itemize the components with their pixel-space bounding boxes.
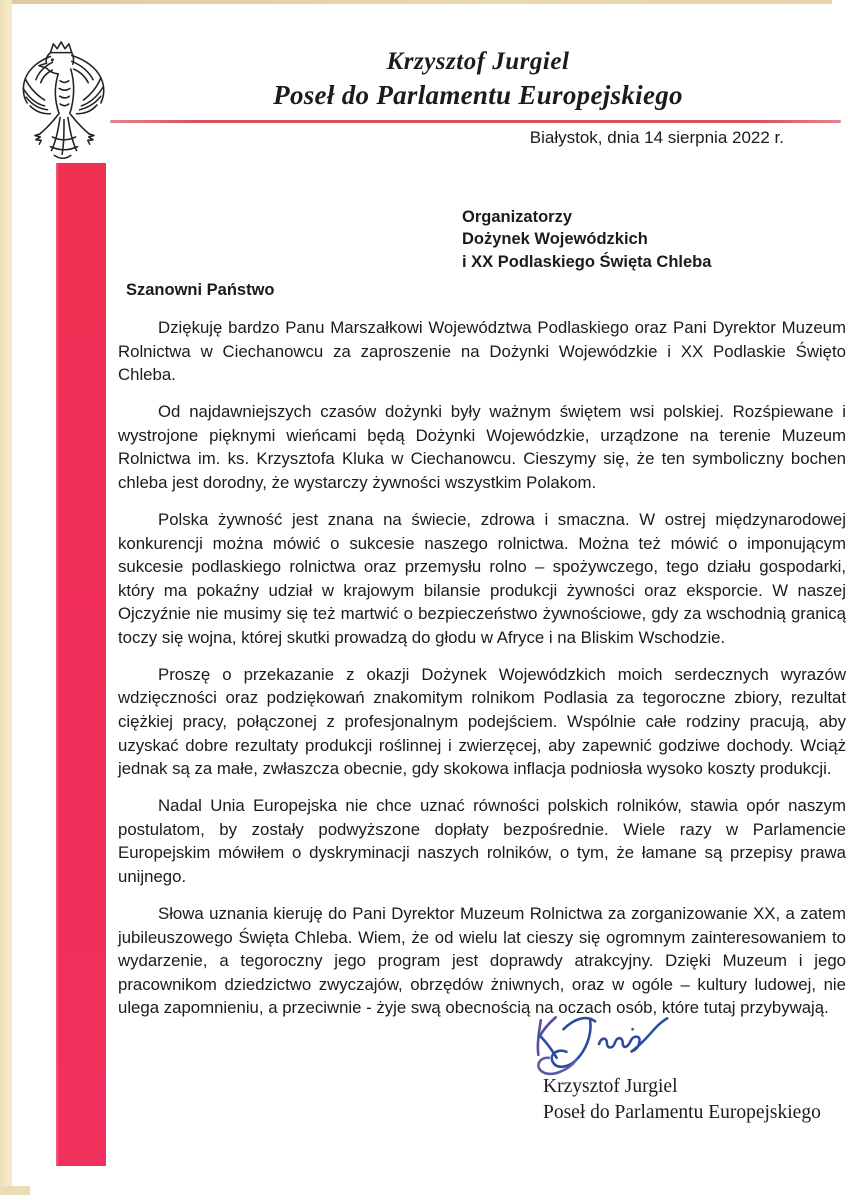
signer-title: Poseł do Parlamentu Europejskiego bbox=[543, 1101, 821, 1123]
dateline: Białystok, dnia 14 sierpnia 2022 r. bbox=[529, 128, 784, 147]
recipient-block bbox=[462, 206, 711, 273]
letterhead-title: Poseł do Parlamentu Europejskiego bbox=[273, 80, 683, 110]
letterhead-rule bbox=[110, 120, 841, 123]
scan-edge-bottom bbox=[0, 1186, 30, 1195]
letter-body bbox=[118, 316, 846, 1033]
letterhead bbox=[110, 46, 846, 112]
paragraph: Nadal Unia Europejska nie chce uznać równości polskich rolników, stawia opór naszym postulatom, by zostały podwyższone dopłaty bezpośrednie. Wiele razy w Parlamencie Europejskim mówiłem o dyskryminacji naszych rolników, o tym, że łamane są przepisy prawa unijnego. bbox=[118, 796, 846, 887]
recipient-line: i XX Podlaskiego Święta Chleba bbox=[462, 252, 712, 271]
recipient-line: Dożynek Wojewódzkich bbox=[462, 230, 648, 249]
scan-edge-left bbox=[0, 0, 12, 1192]
salutation: Szanowni Państwo bbox=[126, 281, 275, 299]
paragraph: Dziękuję bardzo Panu Marszałkowi Województwa Podlaskiego oraz Pani Dyrektor Muzeum Rolnictwa w Ciechanowcu za zaproszenie na Dożynki Wojewódzkie i XX Podlaskie Święto Chleba. bbox=[118, 318, 846, 385]
paragraph: Proszę o przekazanie z okazji Dożynek Wojewódzkich moich serdecznych wyrazów wdzięczności oraz podziękowań znakomitym rolnikom Podlasia za tegoroczne zbiory, rezultat ciężkiej pracy, połączonej z profesjonalnym podejściem. Wspólnie całe rodziny pracują, aby uzyskać dobre rezultaty produkcji roślinnej i zwierzęcej, aby zapewnić godziwe dochody. Wciąż jednak są za małe, zwłaszcza obecnie, gdy skokowa inflacja podniosła wysoko koszty produkcji. bbox=[118, 664, 846, 779]
handwritten-signature bbox=[528, 1008, 676, 1080]
accent-bar bbox=[56, 163, 106, 1166]
polish-eagle-emblem-icon bbox=[14, 40, 114, 166]
recipient-line: Organizatorzy bbox=[462, 208, 573, 226]
paragraph: Od najdawniejszych czasów dożynki były ważnym świętem wsi polskiej. Rozśpiewane i wystrojone pięknymi wieńcami będą Dożynki Wojewódzkie, urządzone na terenie Muzeum Rolnictwa im. ks. Krzysztofa Kluka w Ciechanowcu. Cieszymy się, że ten symboliczny bochen chleba jest dorodny, że wystarczy żywności wszystkim Polakom. bbox=[118, 402, 846, 492]
signer-name: Krzysztof Jurgiel bbox=[543, 1076, 678, 1097]
signer-block bbox=[543, 1074, 821, 1125]
paragraph: Polska żywność jest znana na świecie, zdrowa i smaczna. W ostrej międzynarodowej konkurencji można mówić o sukcesie naszego rolnictwa. Można też mówić o imponującym sukcesie podlaskiego rolnictwa oraz przemysłu rolno – spożywczego, tego działu gospodarki, który ma pokaźny udział w krajowym bilansie produkcji żywności oraz eksporcie. W naszej Ojczyźnie nie musimy się też martwić o bezpieczeństwo żywnościowe, gdy za wschodnią granicą toczy się wojna, której skutki prowadzą do głodu w Afryce i na Bliskim Wschodzie. bbox=[118, 509, 846, 647]
paragraph: Słowa uznania kieruję do Pani Dyrektor Muzeum Rolnictwa za zorganizowanie XX, a zatem jubileuszowego Święta Chleba. Wiem, że od wielu lat cieszy się ogromnym zainteresowaniem to wydarzenie, a tegoroczny jego program jest doprawdy atrakcyjny. Dzięki Muzeum i jego pracownikom dziedzictwo zwyczajów, obrzędów żniwnych, oraz w ogóle – kultury ludowej, nie ulega zapomnieniu, a przeciwnie - żyje swą obecnością na oczach osób, które tutaj przybywają. bbox=[118, 904, 846, 1018]
letterhead-name: Krzysztof Jurgiel bbox=[386, 48, 570, 75]
scan-edge-top bbox=[0, 0, 832, 4]
